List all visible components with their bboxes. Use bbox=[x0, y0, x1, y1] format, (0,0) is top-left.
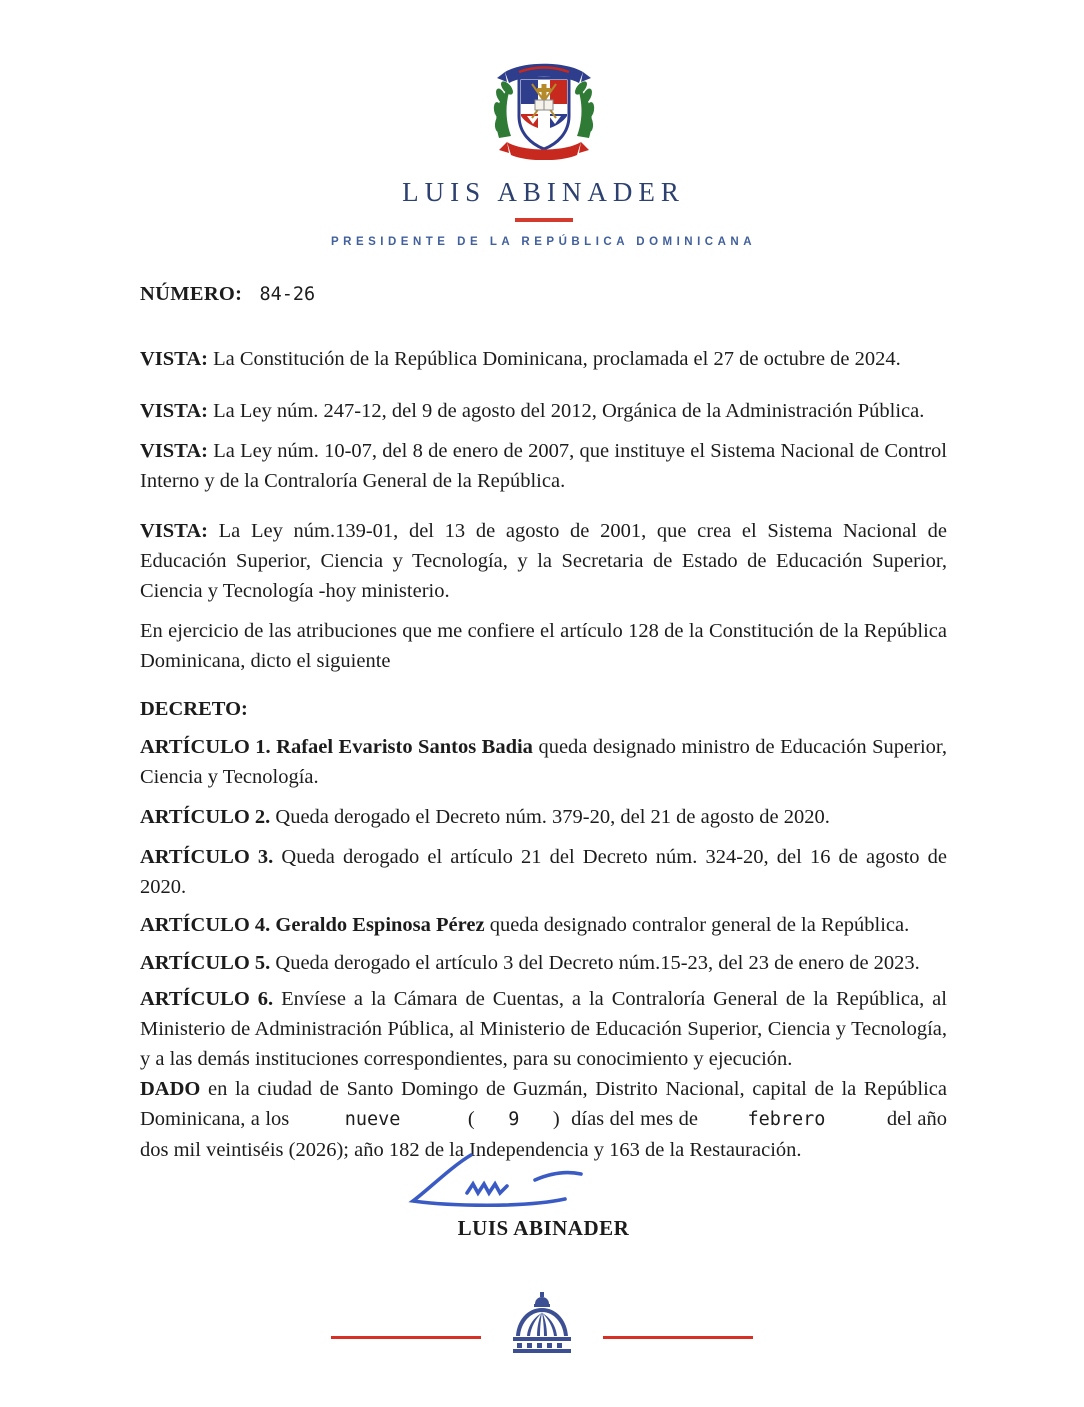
vista-lead: VISTA: bbox=[140, 520, 208, 542]
preamble-paragraph: En ejercicio de las atribuciones que me confiere el artículo 128 de la Constitución de la República Dominicana, dicto el siguiente bbox=[140, 620, 947, 672]
vista-lead: VISTA: bbox=[140, 440, 208, 462]
month-fill: febrero bbox=[747, 1109, 826, 1130]
decree-number-line bbox=[140, 279, 947, 310]
articulo-paragraph-5 bbox=[140, 948, 947, 978]
close-paren: ) bbox=[552, 1108, 560, 1130]
palace-dome-icon bbox=[509, 1291, 575, 1355]
president-title-subheading: PRESIDENTE DE LA REPÚBLICA DOMINICANA bbox=[330, 236, 757, 248]
articulo-lead: ARTÍCULO 5. bbox=[140, 952, 271, 974]
dado-text: días del mes de bbox=[571, 1108, 698, 1130]
vista-text: La Ley núm.139-01, del 13 de agosto de 2001, que crea el Sistema Nacional de Educación Superior, Ciencia y Tecnología, y la Secretaria de Estado de Educación Superior, Ciencia y Tecnología -hoy ministerio. bbox=[140, 520, 948, 602]
vista-lead: VISTA: bbox=[140, 400, 208, 422]
dado-text: del año dos mil veintiséis (2026); año 182 de la Independencia y 163 de la Restauración. bbox=[140, 1108, 947, 1161]
articulo-text: Queda derogado el artículo 3 del Decreto núm.15-23, del 23 de enero de 2023. bbox=[275, 952, 920, 974]
dado-text: en la ciudad de Santo Domingo de Guzmán, Distrito Nacional, capital de la República Dominicana, a los bbox=[140, 1078, 947, 1130]
articulo-lead: ARTÍCULO 4. bbox=[140, 914, 271, 936]
footer-left-rule bbox=[331, 1336, 481, 1339]
president-name-heading: LUIS ABINADER bbox=[402, 177, 685, 207]
day-word-fill: nueve bbox=[344, 1109, 401, 1130]
articulo-text: queda designado ministro de Educación Superior, Ciencia y Tecnología. bbox=[140, 736, 948, 788]
vista-paragraph-4 bbox=[140, 516, 947, 606]
vista-paragraph-3 bbox=[140, 436, 947, 496]
vista-lead: VISTA: bbox=[140, 348, 208, 370]
decree-number-value: 84-26 bbox=[259, 284, 316, 305]
articulo-name: Rafael Evaristo Santos Badia bbox=[276, 736, 533, 758]
day-number-fill: 9 bbox=[508, 1109, 520, 1130]
articulo-text: Queda derogado el artículo 21 del Decreto núm. 324-20, del 16 de agosto de 2020. bbox=[140, 846, 948, 898]
articulo-paragraph-6 bbox=[140, 984, 947, 1074]
articulo-paragraph-2 bbox=[140, 802, 947, 832]
vista-paragraph-2 bbox=[140, 396, 947, 426]
vista-text: La Ley núm. 10-07, del 8 de enero de 2007, que instituye el Sistema Nacional de Control Interno y de la Contraloría General de la República. bbox=[140, 440, 947, 492]
articulo-lead: ARTÍCULO 3. bbox=[140, 846, 274, 868]
signatory-name: LUIS ABINADER bbox=[457, 1216, 630, 1240]
articulo-lead: ARTÍCULO 2. bbox=[140, 806, 271, 828]
footer-right-rule bbox=[603, 1336, 753, 1339]
articulo-lead: ARTÍCULO 6. bbox=[140, 988, 274, 1010]
articulo-paragraph-1 bbox=[140, 732, 947, 792]
articulo-text: queda designado contralor general de la República. bbox=[489, 914, 910, 936]
vista-text: La Constitución de la República Dominicana, proclamada el 27 de octubre de 2024. bbox=[213, 348, 901, 370]
coat-of-arms-icon bbox=[485, 56, 603, 160]
decreto-heading: DECRETO: bbox=[140, 698, 248, 720]
articulo-lead: ARTÍCULO 1. bbox=[140, 736, 271, 758]
vista-text: La Ley núm. 247-12, del 9 de agosto del 2012, Orgánica de la Administración Pública. bbox=[213, 400, 925, 422]
articulo-paragraph-4 bbox=[140, 910, 947, 940]
open-paren: ( bbox=[467, 1108, 475, 1130]
dado-lead: DADO bbox=[140, 1078, 201, 1100]
articulo-text: Queda derogado el Decreto núm. 379-20, del 21 de agosto de 2020. bbox=[275, 806, 830, 828]
decree-number-label: NÚMERO: bbox=[140, 283, 243, 305]
vista-paragraph-1 bbox=[140, 344, 947, 374]
red-divider bbox=[515, 218, 573, 222]
articulo-text: Envíese a la Cámara de Cuentas, a la Contraloría General de la República, al Ministerio de Administración Pública, al Ministerio de Educación Superior, Ciencia y Tecnología, y a las demás instituciones correspondientes, para su conocimiento y ejecución. bbox=[140, 988, 947, 1070]
articulo-paragraph-3 bbox=[140, 842, 947, 902]
footer bbox=[0, 1291, 1084, 1355]
signature-icon bbox=[403, 1149, 638, 1211]
articulo-name: Geraldo Espinosa Pérez bbox=[275, 914, 485, 936]
